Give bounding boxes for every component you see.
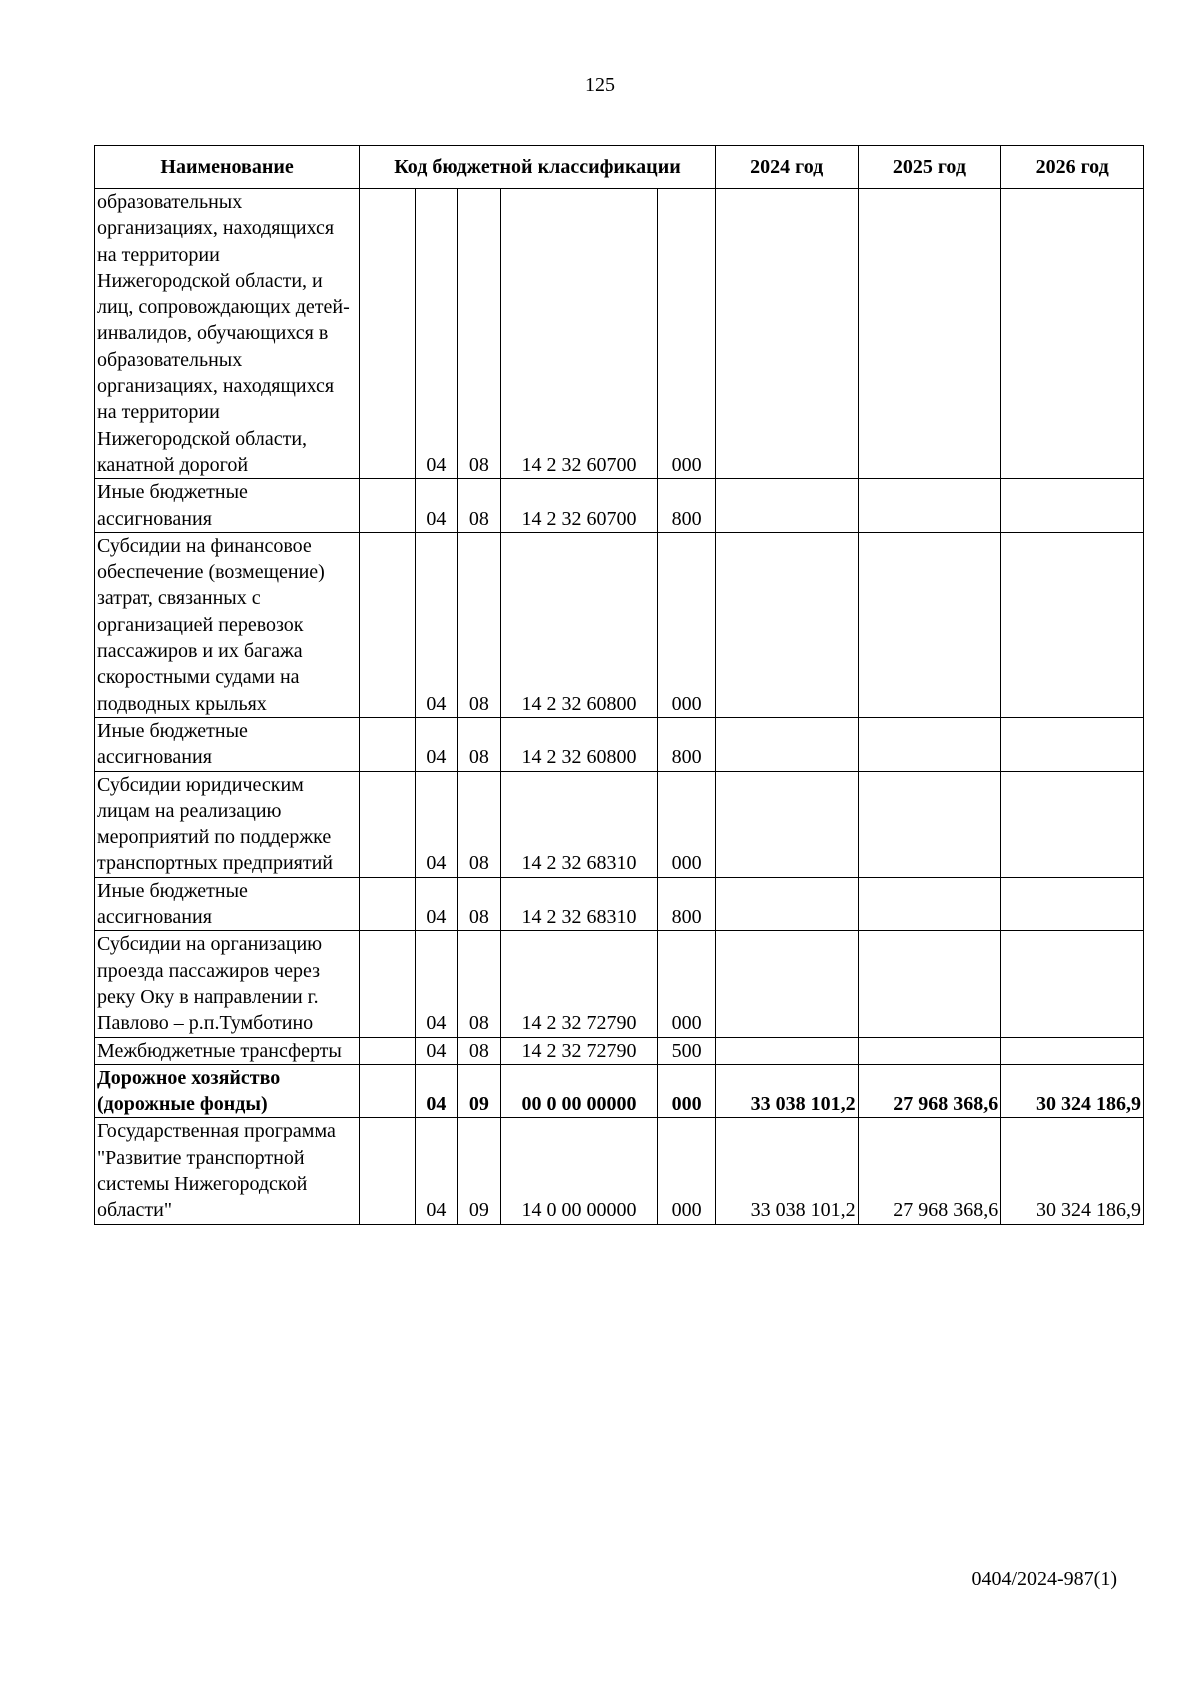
row-empty-cell xyxy=(360,931,415,1037)
row-amount-2024 xyxy=(715,479,858,533)
row-target-code: 14 2 32 60700 xyxy=(500,189,658,479)
row-section-code: 04 xyxy=(415,1118,458,1224)
row-empty-cell xyxy=(360,532,415,717)
row-expense-type-code: 000 xyxy=(658,189,716,479)
row-amount-2024: 33 038 101,2 xyxy=(715,1064,858,1118)
row-expense-type-code: 000 xyxy=(658,931,716,1037)
row-subsection-code: 08 xyxy=(458,771,501,877)
row-amount-2026 xyxy=(1001,717,1144,771)
row-subsection-code: 08 xyxy=(458,189,501,479)
header-code: Код бюджетной классификации xyxy=(360,146,716,189)
row-name: Межбюджетные трансферты xyxy=(95,1037,360,1064)
row-amount-2024 xyxy=(715,717,858,771)
row-amount-2025: 27 968 368,6 xyxy=(858,1064,1001,1118)
budget-table xyxy=(94,145,1144,1225)
row-name: Дорожное хозяйство (дорожные фонды) xyxy=(95,1064,360,1118)
row-subsection-code: 08 xyxy=(458,479,501,533)
row-subsection-code: 08 xyxy=(458,532,501,717)
row-section-code: 04 xyxy=(415,877,458,931)
row-amount-2024 xyxy=(715,1037,858,1064)
row-amount-2025 xyxy=(858,1037,1001,1064)
row-amount-2026 xyxy=(1001,771,1144,877)
row-subsection-code: 08 xyxy=(458,877,501,931)
page-number: 125 xyxy=(585,74,615,96)
row-target-code: 14 0 00 00000 xyxy=(500,1118,658,1224)
table-row xyxy=(95,189,1144,479)
row-amount-2026 xyxy=(1001,1037,1144,1064)
row-empty-cell xyxy=(360,1118,415,1224)
row-empty-cell xyxy=(360,771,415,877)
row-expense-type-code: 000 xyxy=(658,532,716,717)
row-amount-2024 xyxy=(715,931,858,1037)
row-target-code: 00 0 00 00000 xyxy=(500,1064,658,1118)
row-amount-2026: 30 324 186,9 xyxy=(1001,1118,1144,1224)
header-year-2026: 2026 год xyxy=(1001,146,1144,189)
row-amount-2025 xyxy=(858,189,1001,479)
row-amount-2024 xyxy=(715,532,858,717)
row-target-code: 14 2 32 72790 xyxy=(500,1037,658,1064)
row-expense-type-code: 000 xyxy=(658,1118,716,1224)
table-row xyxy=(95,931,1144,1037)
table-row xyxy=(95,1037,1144,1064)
row-section-code: 04 xyxy=(415,479,458,533)
row-section-code: 04 xyxy=(415,1064,458,1118)
row-empty-cell xyxy=(360,1037,415,1064)
row-target-code: 14 2 32 60800 xyxy=(500,532,658,717)
row-expense-type-code: 800 xyxy=(658,479,716,533)
row-empty-cell xyxy=(360,717,415,771)
table-body xyxy=(95,189,1144,1225)
row-section-code: 04 xyxy=(415,1037,458,1064)
row-amount-2025 xyxy=(858,877,1001,931)
row-amount-2026 xyxy=(1001,479,1144,533)
row-amount-2024: 33 038 101,2 xyxy=(715,1118,858,1224)
row-subsection-code: 09 xyxy=(458,1064,501,1118)
row-amount-2025 xyxy=(858,771,1001,877)
row-amount-2026: 30 324 186,9 xyxy=(1001,1064,1144,1118)
row-empty-cell xyxy=(360,877,415,931)
row-amount-2024 xyxy=(715,771,858,877)
row-amount-2026 xyxy=(1001,931,1144,1037)
document-number: 0404/2024-987(1) xyxy=(971,1568,1117,1590)
row-empty-cell xyxy=(360,479,415,533)
row-expense-type-code: 000 xyxy=(658,771,716,877)
row-target-code: 14 2 32 60700 xyxy=(500,479,658,533)
row-name: Иные бюджетные ассигнования xyxy=(95,717,360,771)
row-expense-type-code: 500 xyxy=(658,1037,716,1064)
header-name: Наименование xyxy=(95,146,360,189)
row-section-code: 04 xyxy=(415,532,458,717)
row-expense-type-code: 000 xyxy=(658,1064,716,1118)
row-name: Иные бюджетные ассигнования xyxy=(95,877,360,931)
row-target-code: 14 2 32 68310 xyxy=(500,877,658,931)
row-expense-type-code: 800 xyxy=(658,877,716,931)
row-amount-2025 xyxy=(858,479,1001,533)
row-name: Субсидии юридическим лицам на реализацию мероприятий по поддержке транспортных предприятий xyxy=(95,771,360,877)
row-expense-type-code: 800 xyxy=(658,717,716,771)
row-amount-2024 xyxy=(715,877,858,931)
row-name: Субсидии на организацию проезда пассажиров через реку Оку в направлении г. Павлово – р.п.Тумботино xyxy=(95,931,360,1037)
row-amount-2026 xyxy=(1001,532,1144,717)
row-target-code: 14 2 32 72790 xyxy=(500,931,658,1037)
table-row xyxy=(95,532,1144,717)
row-section-code: 04 xyxy=(415,717,458,771)
row-subsection-code: 08 xyxy=(458,717,501,771)
row-subsection-code: 09 xyxy=(458,1118,501,1224)
row-name: Субсидии на финансовое обеспечение (возмещение) затрат, связанных с организацией перевозок пассажиров и их багажа скоростными судами на подводных крыльях xyxy=(95,532,360,717)
row-subsection-code: 08 xyxy=(458,1037,501,1064)
row-section-code: 04 xyxy=(415,771,458,877)
row-target-code: 14 2 32 68310 xyxy=(500,771,658,877)
header-year-2025: 2025 год xyxy=(858,146,1001,189)
table-row xyxy=(95,771,1144,877)
row-amount-2025 xyxy=(858,532,1001,717)
table-header-row xyxy=(95,146,1144,189)
table-row xyxy=(95,1118,1144,1224)
row-amount-2026 xyxy=(1001,189,1144,479)
table-row xyxy=(95,479,1144,533)
row-amount-2025 xyxy=(858,717,1001,771)
row-target-code: 14 2 32 60800 xyxy=(500,717,658,771)
row-amount-2024 xyxy=(715,189,858,479)
row-amount-2025: 27 968 368,6 xyxy=(858,1118,1001,1224)
row-amount-2025 xyxy=(858,931,1001,1037)
row-name: Государственная программа "Развитие транспортной системы Нижегородской области" xyxy=(95,1118,360,1224)
row-name: Иные бюджетные ассигнования xyxy=(95,479,360,533)
row-section-code: 04 xyxy=(415,931,458,1037)
table-row xyxy=(95,717,1144,771)
row-empty-cell xyxy=(360,189,415,479)
row-section-code: 04 xyxy=(415,189,458,479)
table-row xyxy=(95,877,1144,931)
header-year-2024: 2024 год xyxy=(715,146,858,189)
row-name: образовательных организациях, находящихся на территории Нижегородской области, и лиц, сопровождающих детей-инвалидов, обучающихся в образовательных организациях, находящихся на территории Нижегородской области, канатной дорогой xyxy=(95,189,360,479)
row-subsection-code: 08 xyxy=(458,931,501,1037)
row-empty-cell xyxy=(360,1064,415,1118)
table-row-section-total xyxy=(95,1064,1144,1118)
row-amount-2026 xyxy=(1001,877,1144,931)
